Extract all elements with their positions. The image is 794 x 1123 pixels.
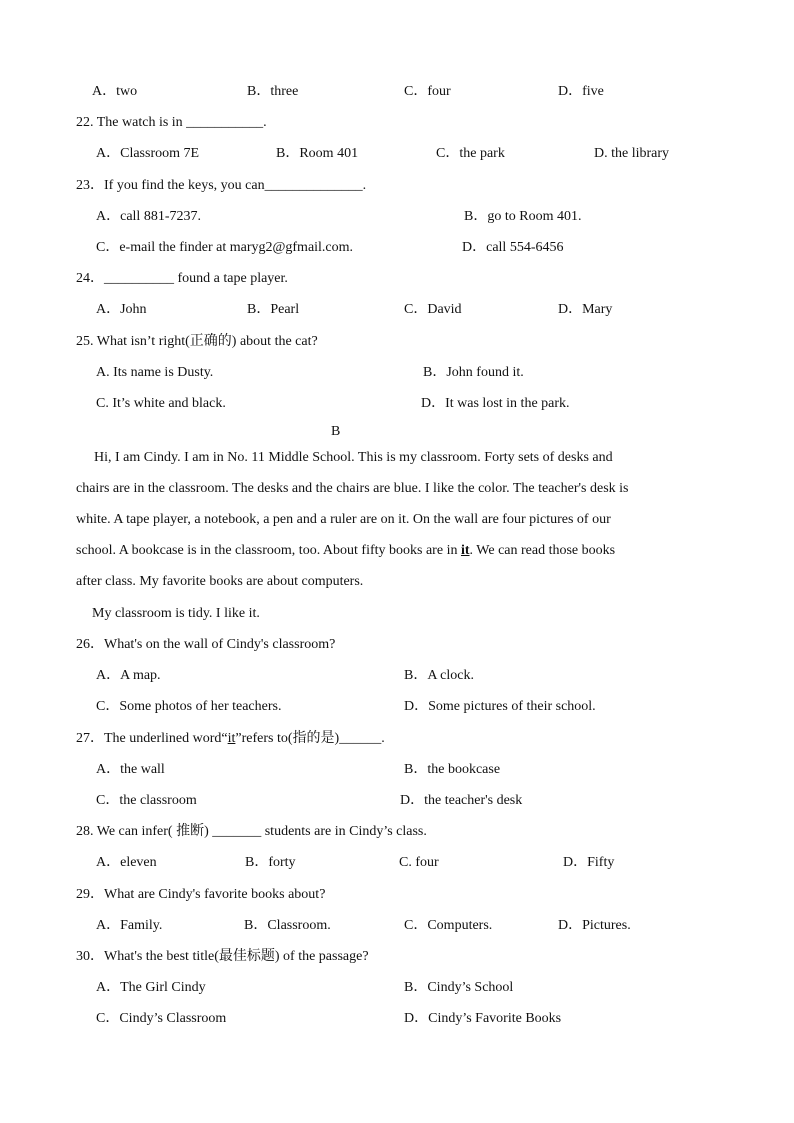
q26-option-a: A．A map. [96, 668, 161, 683]
q28-stem: 28. We can infer( 推断) _______ students are in Cindy’s class. [76, 824, 427, 839]
q25-option-b: B．John found it. [423, 365, 524, 380]
q24-option-c: C．David [404, 302, 462, 317]
q29-stem: 29．What are Cindy's favorite books about? [76, 887, 326, 902]
q30-option-c: C．Cindy’s Classroom [96, 1011, 227, 1026]
passage-line-3: white. A tape player, a notebook, a pen and a ruler are on it. On the wall are four pictures of our [76, 512, 611, 527]
q23-option-a: A．call 881-7237. [96, 209, 201, 224]
q24-option-b: B．Pearl [247, 302, 300, 317]
q27-option-c: C．the classroom [96, 793, 197, 808]
q23-option-c: C．e-mail the finder at maryg2@gfmail.com. [96, 240, 354, 255]
q22-option-a: A．Classroom 7E [96, 146, 200, 161]
q24-stem: 24．__________ found a tape player. [76, 271, 288, 286]
q28-option-b: B．forty [245, 855, 296, 870]
q26-stem: 26．What's on the wall of Cindy's classroom? [76, 637, 336, 652]
q21-option-d: D．five [558, 84, 604, 99]
passage-line-5: after class. My favorite books are about computers. [76, 574, 364, 589]
passage-line-2: chairs are in the classroom. The desks and the chairs are blue. I like the color. The teacher's desk is [76, 481, 629, 496]
q29-option-c: C．Computers. [404, 918, 493, 933]
q24-option-d: D．Mary [558, 302, 613, 317]
q30-stem: 30．What's the best title(最佳标题) of the passage? [76, 949, 369, 964]
underlined-word-it: it [460, 543, 470, 558]
q25-stem: 25. What isn’t right(正确的) about the cat? [76, 334, 318, 349]
passage-line-1: Hi, I am Cindy. I am in No. 11 Middle School. This is my classroom. Forty sets of desks and [94, 450, 613, 465]
q27-option-b: B．the bookcase [404, 762, 501, 777]
q25-option-a: A. Its name is Dusty. [96, 365, 214, 380]
q27-stem-end: ”refers to(指的是)______. [235, 731, 385, 746]
section-heading: B [331, 424, 341, 439]
q25-option-c: C. It’s white and black. [96, 396, 226, 411]
q25-option-d: D．It was lost in the park. [421, 396, 570, 411]
q29-option-b: B．Classroom. [244, 918, 331, 933]
q27-underlined-it: it [227, 731, 236, 746]
q27-stem-start: 27．The underlined word“ [76, 731, 228, 746]
q30-option-a: A．The Girl Cindy [96, 980, 206, 995]
q29-option-d: D．Pictures. [558, 918, 631, 933]
q26-option-b: B．A clock. [404, 668, 474, 683]
passage-line-4-start: school. A bookcase is in the classroom, too. About fifty books are in [76, 543, 461, 558]
q22-option-d: D. the library [594, 146, 670, 161]
q27-option-a: A．the wall [96, 762, 165, 777]
q28-option-d: D．Fifty [563, 855, 615, 870]
q24-option-a: A．John [96, 302, 147, 317]
q26-option-d: D．Some pictures of their school. [404, 699, 596, 714]
q29-option-a: A．Family. [96, 918, 163, 933]
q27-stem [76, 730, 385, 748]
q23-stem: 23．If you find the keys, you can______________. [76, 178, 367, 193]
q30-option-b: B．Cindy’s School [404, 980, 514, 995]
q22-option-b: B．Room 401 [276, 146, 359, 161]
passage-line-4 [76, 542, 615, 560]
passage-line-4-end: . We can read those books [469, 543, 616, 558]
q23-option-d: D．call 554-6456 [462, 240, 564, 255]
q26-option-c: C．Some photos of her teachers. [96, 699, 282, 714]
passage-line-6: My classroom is tidy. I like it. [92, 606, 260, 621]
q28-option-a: A．eleven [96, 855, 157, 870]
q23-option-b: B．go to Room 401. [464, 209, 582, 224]
q21-option-a: A．two [92, 84, 138, 99]
q22-option-c: C．the park [436, 146, 505, 161]
q21-option-b: B．three [247, 84, 299, 99]
q30-option-d: D．Cindy’s Favorite Books [404, 1011, 562, 1026]
q22-stem: 22. The watch is in ___________. [76, 115, 267, 130]
q21-option-c: C．four [404, 84, 451, 99]
q27-option-d: D．the teacher's desk [400, 793, 523, 808]
q28-option-c: C. four [399, 855, 439, 870]
